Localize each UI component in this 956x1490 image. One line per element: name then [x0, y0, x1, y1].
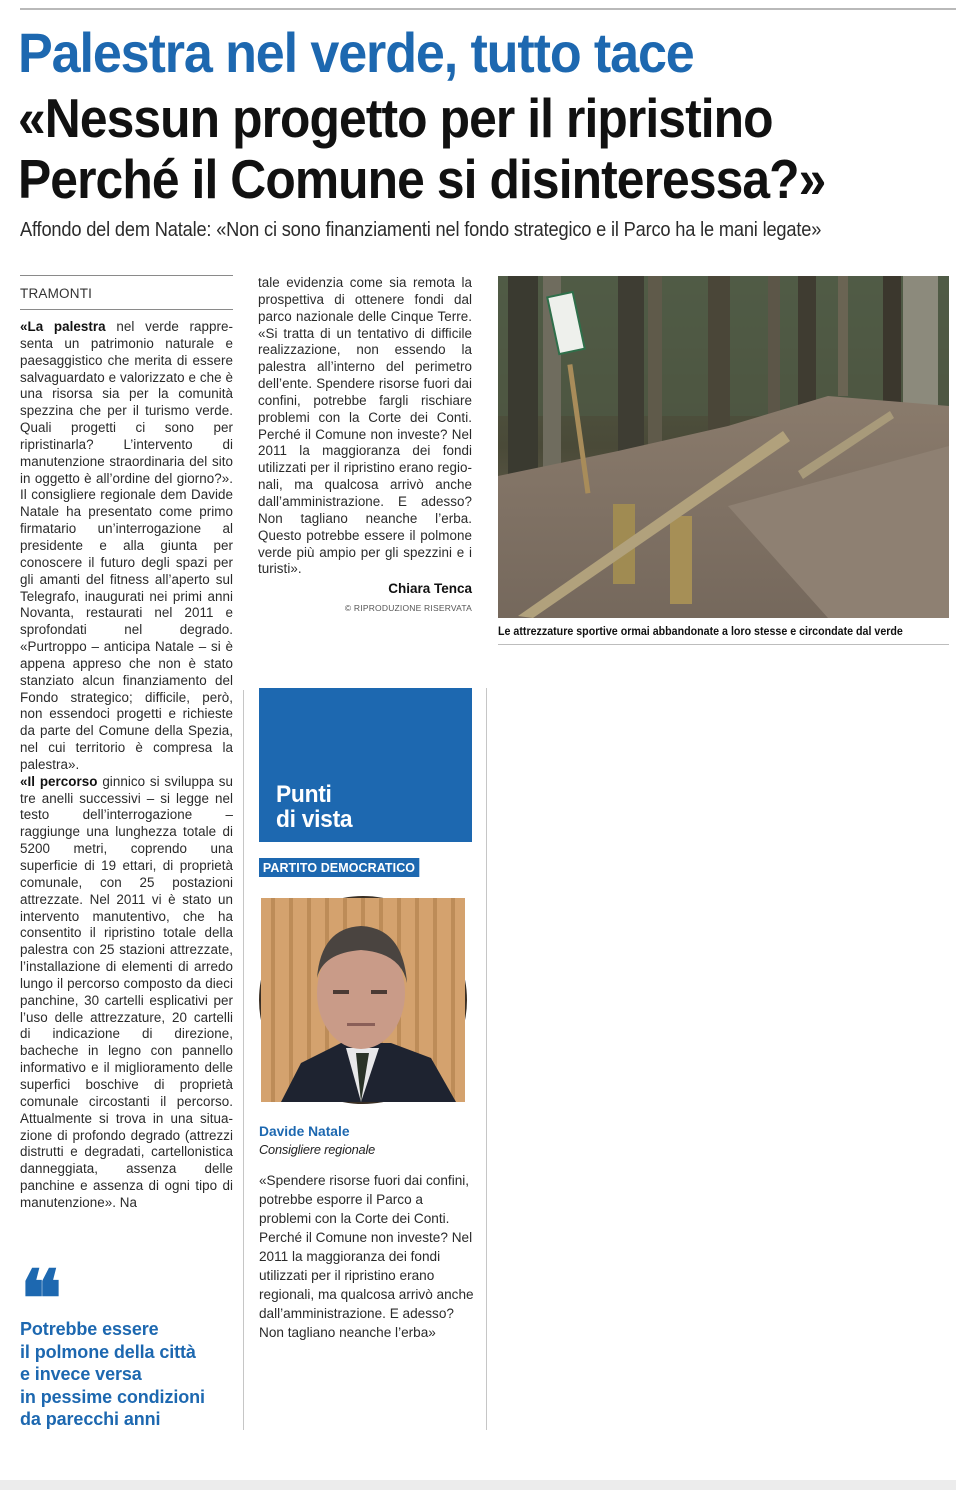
- byline: Chiara Tenca: [388, 581, 472, 597]
- pull-quote-line: in pessime condizioni: [20, 1386, 205, 1407]
- points-of-view-box: [259, 688, 472, 842]
- article-headline: [18, 88, 825, 210]
- photo-caption: Le attrezzature sportive ormai abbandonate a loro stesse e circondate dal verde: [498, 625, 903, 638]
- pull-quote-line: Potrebbe essere: [20, 1319, 159, 1339]
- forest-fitness-trail-photo: [498, 276, 949, 618]
- article-column-1: [20, 275, 233, 1212]
- dateline: TRAMONTI: [20, 286, 93, 301]
- column-divider: [486, 688, 487, 1430]
- avatar: [259, 896, 467, 1104]
- paragraph-text: ginnico si sviluppa su tre anelli successivi – si legge nel testo dell’interrogazione – raggiunge una lunghezza totale di 5200 metri, coprendo una superficie di 19 ettari, di proprietà comunale, con 25 postazioni attrezzate. Nel 2011 vi è stato un intervento manutentivo, che ha consentito il ripristino totale della palestra con 25 stazioni attrezzate, l’installazione di elementi di arredo lungo il percorso composto da dieci panchine, 30 cartelli esplicativi per l’uso delle attrezzature, 20 cartelli di indicazione di direzione, bacheche in legno con pannello informativo e il miglioramento delle superfici boschive di proprietà comunale circostanti il percorso. Attualmente si trova in una situazione di profondo degrado (attrezzi distrutti e degradati, cartellonistica danneggiata, assenza delle panchine e assenza di ogni tipo di manutenzione». Na: [20, 773, 233, 1210]
- pdv-title-line: Punti: [276, 781, 332, 808]
- pull-quote-line: il polmone della città: [20, 1341, 196, 1362]
- headline-line-2: Perché il Comune si disinteressa?»: [18, 148, 826, 210]
- pull-quote-line: e invece versa: [20, 1364, 142, 1385]
- paragraph-text: nel verde rappresenta un patrimonio naturale e paesaggistico che merita di essere salvaguardato e valorizzato e che è una risorsa sia per la comunità spezzina che per il turismo verde. Quali progetti ci sono per ripristinarla? L’intervento di manutenzione straordinaria del sito in oggetto è all’ordine del giorno?». Il consigliere regionale dem Davide Natale ha presentato come primo firmatario un’interrogazione al presidente e alla giunta per conoscere il futuro degli spazi per gli amanti del fitness all’aperto sul Telegrafo, inaugurati nei primi anni Novanta, restaurati nel 2011 e sprofondati nel degrado. «Purtroppo – anticipa Natale – si è appena appreso che non è stato stanziato alcun finanziamento del Fondo strategico; difficile, però, non essendoci progetti e richieste da parte del Comune della Spezia, nel cui territorio è compresa la palestra».: [20, 319, 233, 772]
- points-of-view-title: [276, 782, 352, 832]
- person-name: Davide Natale: [259, 1124, 350, 1139]
- top-rule: [20, 8, 956, 10]
- lead-in: «La palestra: [20, 319, 106, 334]
- body-paragraph: [20, 319, 233, 774]
- lead-in: «Il percorso: [20, 773, 98, 789]
- body-paragraph: tale evidenzia come sia remota la prospettiva di ottenere fondi dal parco nazionale delle Cinque Terre. «Si tratta di un tentativo di difficile realizzazione, non essendo la palestra all’interno del perimetro dell’ente. Spendere risorse fuori dai confini, potrebbe fargli rischiare problemi con la Corte dei Conti. Perché il Comune non investe? Nel 2011 la maggioranza dei fondi utilizzati per il ripristino erano regionali, ma qualcosa arrivò anche dall’amministrazione. E adesso? Non tagliano neanche l’erba. Questo potrebbe essere il polmone verde più ampio per gli spezzini e i turisti».: [258, 275, 472, 577]
- divider: [20, 309, 233, 310]
- copyright-notice: © RIPRODUZIONE RISERVATA: [344, 603, 472, 614]
- party-badge: PARTITO DEMOCRATICO: [259, 858, 419, 877]
- article-kicker: Palestra nel verde, tutto tace: [18, 21, 694, 84]
- portrait-photo: [261, 898, 465, 1102]
- divider: [498, 644, 949, 645]
- opinion-quote: «Spendere risorse fuori dai confini, potrebbe esporre il Parco a problemi con la Corte dei Conti. Perché il Comune non investe? Nel 2011 la maggioranza dei fondi utilizzati per il ripristino erano regionali, ma qualcosa arrivò anche dall’amministrazione. E adesso? Non tagliano neanche l’erba»: [259, 1173, 474, 1340]
- column-divider: [243, 690, 244, 1430]
- quote-mark-icon: ❝: [20, 1254, 56, 1345]
- article-photo: [498, 276, 949, 618]
- article-subhead: Affondo del dem Natale: «Non ci sono finanziamenti nel fondo strategico e il Parco ha le mani legate»: [20, 218, 822, 241]
- page-bottom-band: [0, 1480, 956, 1490]
- headline-line-1: «Nessun progetto per il ripristino: [18, 87, 773, 149]
- pull-quote-text: [20, 1318, 230, 1431]
- body-paragraph: [20, 774, 233, 1212]
- person-role: Consigliere regionale: [259, 1142, 376, 1157]
- pdv-title-line: di vista: [276, 806, 353, 833]
- article-column-2: [258, 275, 472, 613]
- pull-quote: [20, 1254, 230, 1431]
- pull-quote-line: da parecchi anni: [20, 1409, 161, 1430]
